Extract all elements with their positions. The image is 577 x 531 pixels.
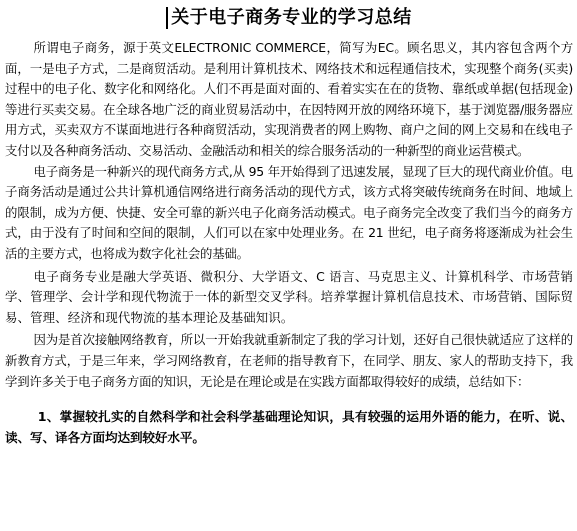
paragraph-intro: 所谓电子商务，源于英文ELECTRONIC COMMERCE，简写为EC。顾名思义，其内容包含两个方面，一是电子方式，二是商贸活动。是利用计算机技术、网络技术和远程通信技术，实现整个商务(买卖)过程中的电子化、数字化和网络化。人们不再是面对面的、看着实实在在的货物、靠纸或单据(包括现金)等进行买卖交易。在全球各地广泛的商业贸易活动中，在因特网开放的网络环境下，基于浏览器/服务器应用方式，买卖双方不谋面地进行各种商贸活动，实现消费者的网上购物、商户之间的网上交易和在线电子支付以及各种商务活动、交易活动、金融活动和相关的综合服务活动的一种新型的商业运营模式。 [5,40,573,158]
document-title: 关于电子商务专业的学习总结 [166,7,412,29]
paragraph-development: 电子商务是一种新兴的现代商务方式,从 95 年开始得到了迅速发展，显现了巨大的现代商业价值。电子商务活动是通过公共计算机通信网络进行商务活动的现代方式，该方式将突破传统商务在时间、地域上的限制，成为方便、快捷、安全可靠的新兴电子化商务活动模式。电子商务完全改变了我们当今的商务方式，由于没有了时间和空间的限制，人们可以在家中处理业务。在 21 世纪，电子商务将逐渐成为社会生活的主要方式，也将成为数字化社会的基础。 [5,163,573,261]
title-area [5,0,573,36]
paragraph-major: 电子商务专业是融大学英语、微积分、大学语文、C 语言、马克思主义、计算机科学、市场营销学、管理学、会计学和现代物流于一体的新型交叉学科。培养掌握计算机信息技术、市场营销、国际贸易、管理、经济和现代物流的基本理论及基础知识。 [5,268,573,325]
paragraph-study-plan: 因为是首次接触网络教育，所以一开始我就重新制定了我的学习计划，还好自己很快就适应了这样的新教育方式，于是三年来，学习网络教育，在老师的指导教育下，在同学、朋友、家人的帮助支持下，我学到许多关于电子商务方面的知识，无论是在理论或是在实践方面都取得较好的成绩，总结如下： [5,332,573,389]
summary-point-1: 1、掌握较扎实的自然科学和社会科学基础理论知识，具有较强的运用外语的能力，在听、说、读、写、译各方面均达到较好水平。 [5,409,573,446]
